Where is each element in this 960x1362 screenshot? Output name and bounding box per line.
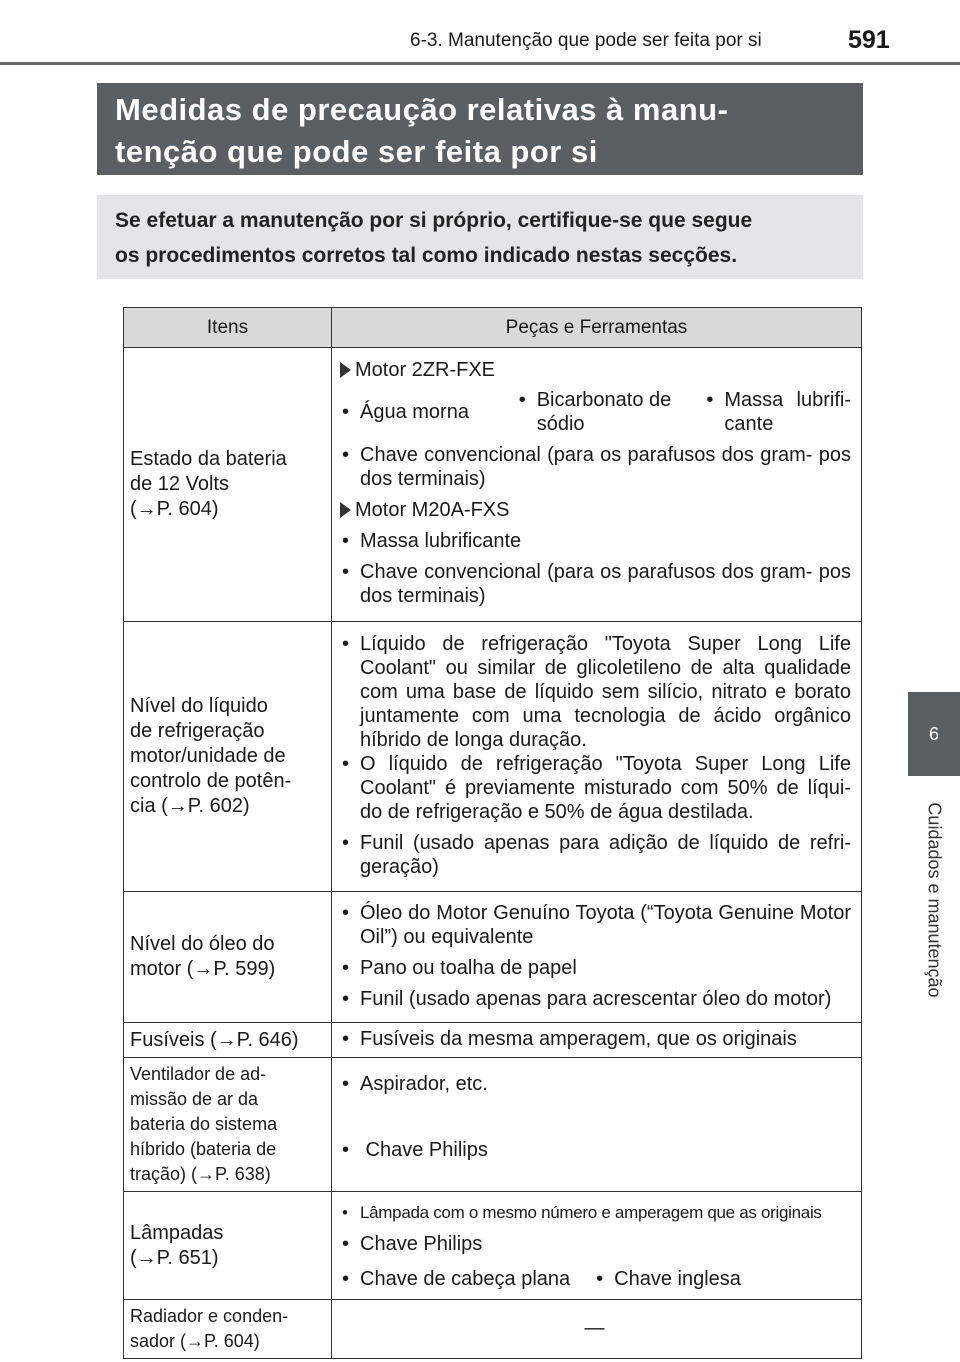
list-item: • Fusíveis da mesma amperagem, que os originais — [338, 1027, 851, 1051]
item-line: missão de ar da — [130, 1089, 259, 1109]
table-row — [124, 1192, 862, 1300]
list-item: • Líquido de refrigeração "Toyota Super Long Life Coolant" ou similar de glicoletileno de alta qualidade com uma base de líquido sem silício, nitrato e borato juntamente com uma tecnologia de ácido orgânico híbrido de longa duração. — [338, 632, 851, 752]
parts-cell: — — [332, 1300, 862, 1359]
item-cell — [124, 1058, 332, 1192]
parts-columns — [338, 388, 851, 436]
item-line: motor/unidade de — [130, 745, 286, 767]
intro-line1: Se efetuar a manutenção por si próprio, certifique-se que segue — [115, 209, 753, 232]
page-number: 591 — [848, 26, 890, 54]
triangle-bullet-icon — [340, 362, 351, 378]
parts-cell — [332, 892, 862, 1023]
list-item: • Chave de cabeça plana — [338, 1267, 570, 1291]
list-item: • Chave convencional (para os parafusos dos gram- pos dos terminais) — [338, 443, 851, 491]
item-cell — [124, 1192, 332, 1300]
list-item: • Funil (usado apenas para acrescentar óleo do motor) — [338, 987, 851, 1011]
item-cell — [124, 1023, 332, 1058]
item-line: Lâmpadas — [130, 1221, 224, 1244]
parts-cell — [332, 348, 862, 622]
list-item: • Funil (usado apenas para adição de líquido de refri- geração) — [338, 831, 851, 879]
item-cell — [124, 1300, 332, 1359]
engine-heading — [338, 358, 851, 382]
list-item: • Chave Philips — [338, 1232, 851, 1256]
parts-cell — [332, 1058, 862, 1192]
item-line: sador (→P. 604) — [130, 1331, 260, 1351]
triangle-bullet-icon — [340, 502, 351, 518]
item-cell — [124, 348, 332, 622]
item-line: (→P. 651) — [130, 1246, 219, 1269]
table-row — [124, 1023, 862, 1058]
list-item: • Água morna — [338, 400, 505, 424]
table-row — [124, 1300, 862, 1359]
note-text: O líquido de refrigeração "Toyota Super Long Life Coolant" é previamente misturado com 50% de líqui- do de refrigeração e 50% de água destilada. — [360, 753, 851, 823]
list-item: • Chave Philips — [338, 1138, 851, 1162]
list-item: • Lâmpada com o mesmo número e amperagem que as originais — [338, 1201, 851, 1225]
table-row — [124, 1058, 862, 1192]
list-item: • Pano ou toalha de papel — [338, 956, 851, 980]
list-item: • Óleo do Motor Genuíno Toyota (“Toyota Genuine Motor Oil”) ou equivalente — [338, 901, 851, 949]
chapter-tab: 6 — [908, 692, 960, 776]
item-cell — [124, 892, 332, 1023]
intro-line2: os procedimentos corretos tal como indicado nestas secções. — [115, 244, 738, 267]
item-cell — [124, 622, 332, 892]
item-line: de refrigeração — [130, 720, 265, 742]
list-item: • Aspirador, etc. — [338, 1072, 851, 1096]
engine-label: Motor 2ZR-FXE — [355, 359, 496, 381]
section-title-line2: tenção que pode ser feita por si — [115, 134, 598, 169]
header-section-title: 6-3. Manutenção que pode ser feita por si — [410, 30, 762, 51]
section-title-line1: Medidas de precaução relativas à manu- — [115, 92, 729, 127]
item-line: tração) (→P. 638) — [130, 1164, 271, 1184]
item-line: Radiador e conden- — [130, 1306, 289, 1326]
item-line: de 12 Volts — [130, 473, 229, 495]
section-title — [97, 83, 863, 175]
item-line: controlo de potên- — [130, 770, 292, 792]
list-item-note — [338, 752, 851, 824]
parts-cell — [332, 1192, 862, 1300]
list-item: • Chave inglesa — [592, 1267, 741, 1291]
item-line: híbrido (bateria de — [130, 1139, 277, 1159]
parts-cell — [332, 622, 862, 892]
item-line: cia (→P. 602) — [130, 795, 250, 817]
table-row — [124, 622, 862, 892]
parts-pair — [338, 1263, 851, 1295]
item-line: Nível do óleo do — [130, 933, 275, 955]
maintenance-table — [123, 307, 862, 1359]
intro-box — [97, 195, 863, 279]
header-rule — [0, 62, 960, 65]
item-line: Estado da bateria — [130, 448, 287, 470]
chapter-label: Cuidados e manutenção — [924, 802, 945, 998]
item-line: bateria do sistema — [130, 1114, 278, 1134]
engine-label: Motor M20A-FXS — [355, 499, 510, 521]
list-item: • Massa lubrificante — [338, 529, 851, 553]
list-item: • Chave convencional (para os parafusos dos gram- pos dos terminais) — [338, 560, 851, 608]
list-item: • Bicarbonato de sódio — [515, 388, 673, 436]
table-header-row — [124, 308, 862, 348]
item-line: Nível do líquido — [130, 695, 268, 717]
parts-cell — [332, 1023, 862, 1058]
engine-heading — [338, 498, 851, 522]
column-header-parts: Peças e Ferramentas — [332, 308, 862, 348]
table-row — [124, 348, 862, 622]
item-line: motor (→P. 599) — [130, 958, 276, 980]
item-line: Fusíveis (→P. 646) — [130, 1028, 299, 1051]
table-row — [124, 892, 862, 1023]
list-item: • Massa lubrifi- cante — [702, 388, 851, 436]
item-line: (→P. 604) — [130, 498, 219, 520]
column-header-items: Itens — [124, 308, 332, 348]
item-line: Ventilador de ad- — [130, 1064, 267, 1084]
